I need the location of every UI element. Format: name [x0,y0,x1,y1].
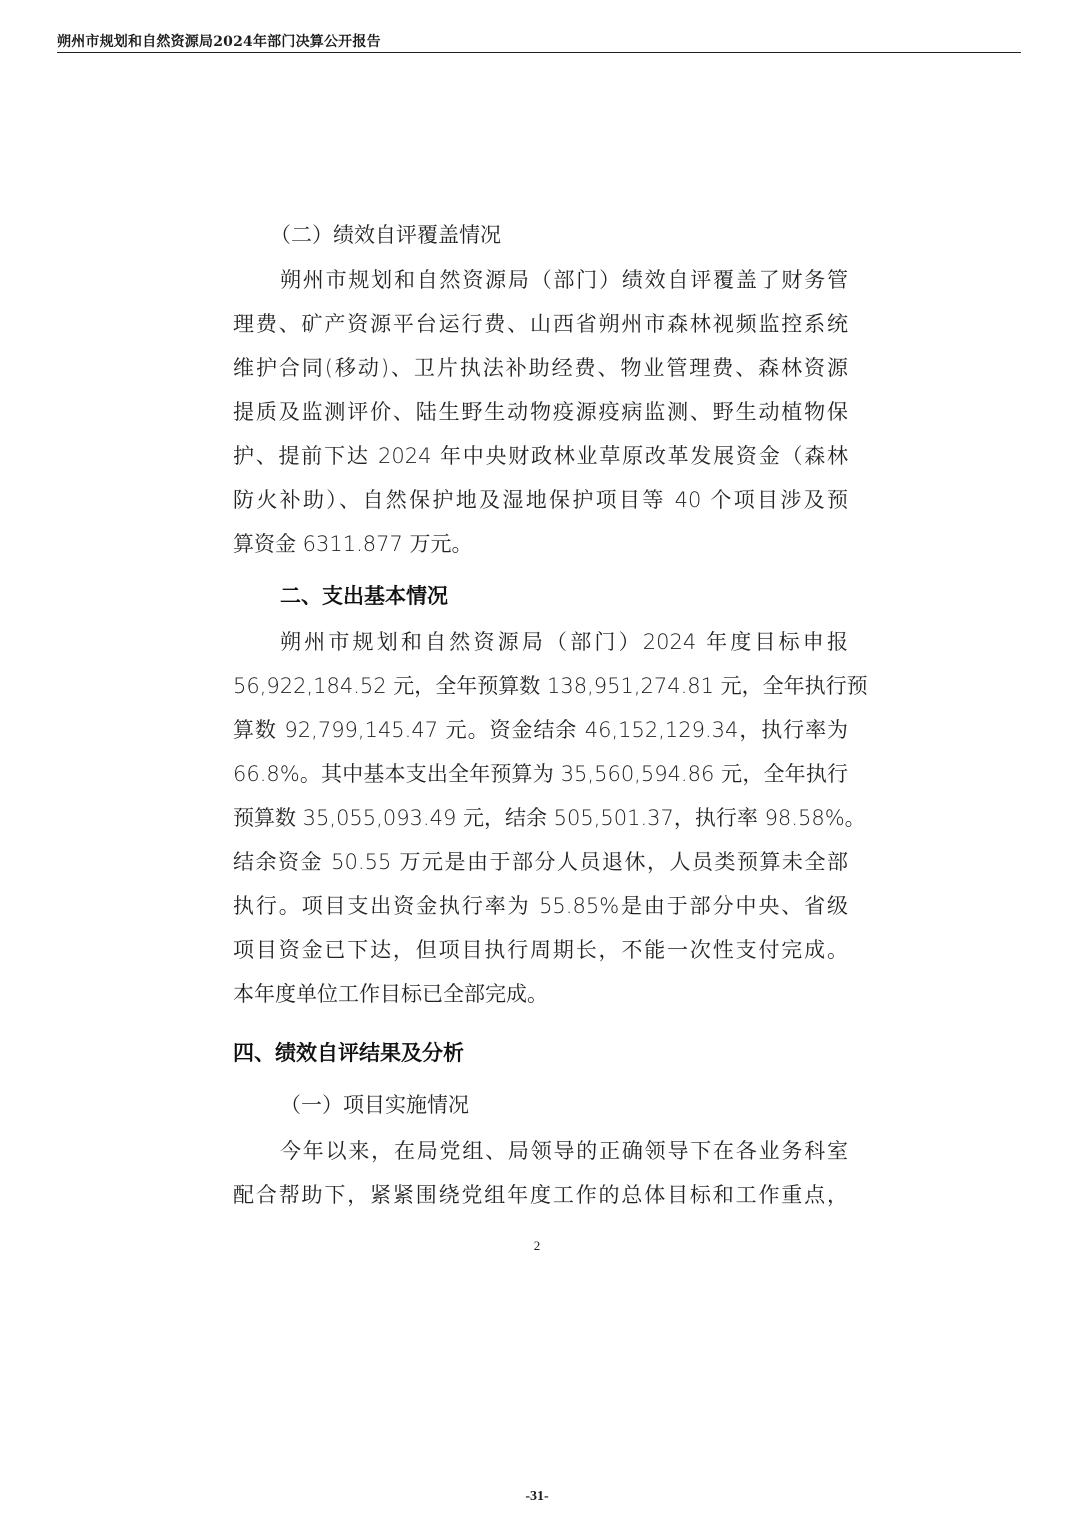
paragraph-line: 朔州市规划和自然资源局（部门）绩效自评覆盖了财务管 [280,268,848,292]
paragraph-line: 维护合同(移动)、卫片执法补助经费、物业管理费、森林资源 [233,356,848,380]
paragraph-line: 结余资金 50.55 万元是由于部分人员退休，人员类预算未全部 [233,850,848,874]
paragraph-line: 执行。项目支出资金执行率为 55.85%是由于部分中央、省级 [233,894,848,918]
paragraph-line: 防火补助）、自然保护地及湿地保护项目等 40 个项目涉及预 [233,488,848,512]
header-title: 朔州市规划和自然资源局2024年部门决算公开报告 [57,34,381,50]
paragraph-line: 项目资金已下达，但项目执行周期长，不能一次性支付完成。 [233,938,848,962]
paragraph-line: 算数 92,799,145.47 元。资金结余 46,152,129.34，执行率为 [233,718,848,742]
paragraph-line: 预算数 35,055,093.49 元，结余 505,501.37，执行率 98.58%。 [233,806,866,830]
paragraph-line: 理费、矿产资源平台运行费、山西省朔州市森林视频监控系统 [233,312,848,336]
section-heading-expenditure: 二、支出基本情况 [280,584,448,608]
header-rule [57,52,1021,53]
section-heading-results: 四、绩效自评结果及分析 [233,1041,464,1065]
paragraph-line: 算资金 6311.877 万元。 [233,532,473,556]
paragraph-line: 66.8%。其中基本支出全年预算为 35,560,594.86 元，全年执行 [233,762,848,786]
paragraph-line: 提质及监测评价、陆生野生动物疫源疫病监测、野生动植物保 [233,400,848,424]
paragraph-line: 配合帮助下，紧紧围绕党组年度工作的总体目标和工作重点， [233,1183,848,1207]
paragraph-line: 今年以来，在局党组、局领导的正确领导下在各业务科室 [280,1139,848,1163]
inner-page-number: 2 [533,1238,541,1253]
paragraph-line: 56,922,184.52 元，全年预算数 138,951,274.81 元，全年执行预 [233,674,868,698]
footer-page-number: -31- [525,1489,549,1504]
section-heading-coverage: （二）绩效自评覆盖情况 [270,223,501,247]
paragraph-line: 朔州市规划和自然资源局（部门）2024 年度目标申报 [280,630,848,654]
paragraph-line: 护、提前下达 2024 年中央财政林业草原改革发展资金（森林 [233,444,848,468]
paragraph-line: 本年度单位工作目标已全部完成。 [233,982,548,1006]
subsection-heading-implementation: （一）项目实施情况 [280,1093,469,1117]
